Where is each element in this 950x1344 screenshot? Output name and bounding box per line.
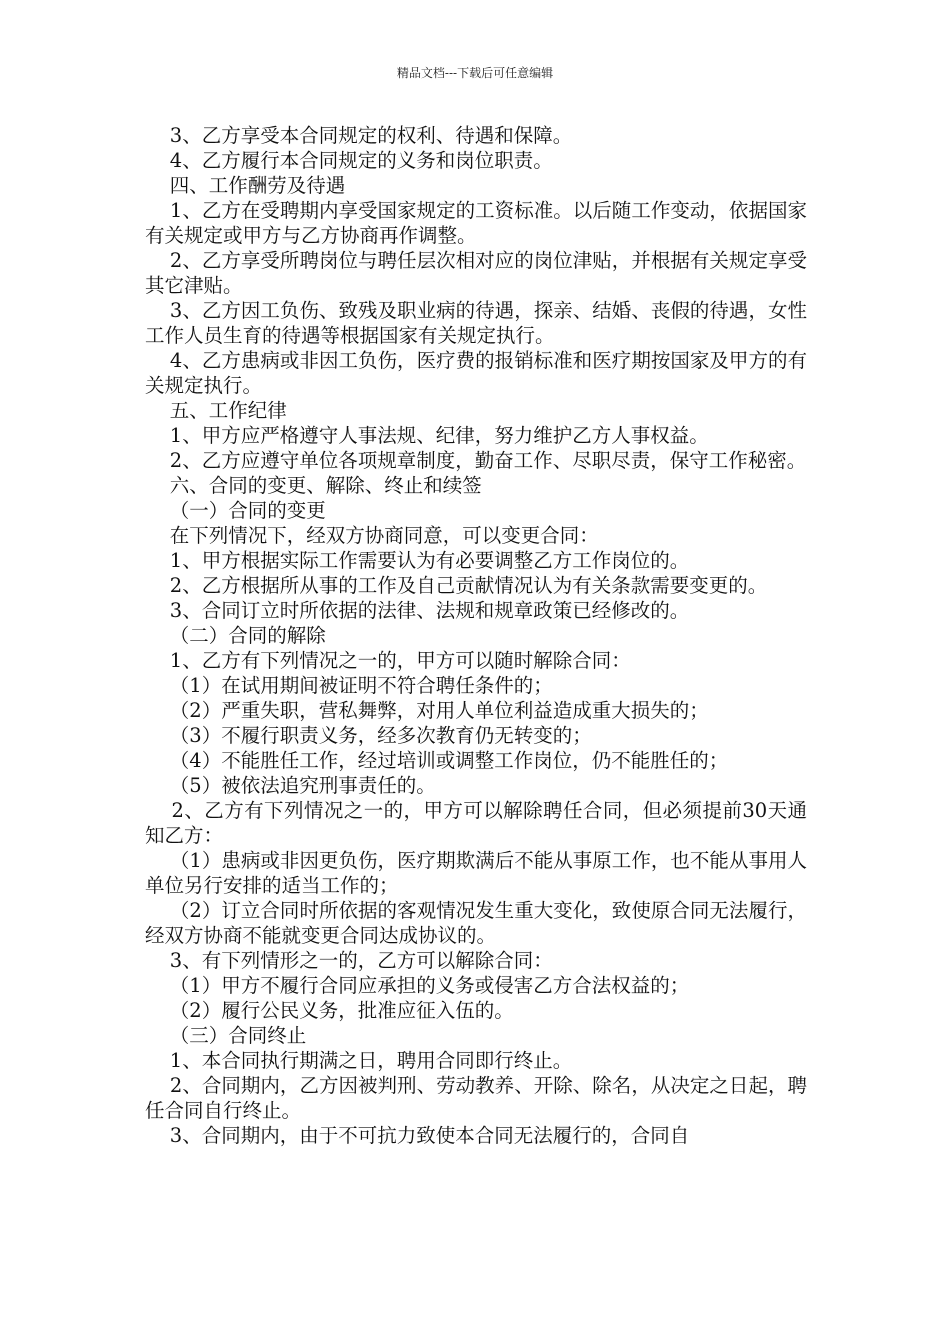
list-item: （2）履行公民义务，批准应征入伍的。: [145, 999, 514, 1022]
paragraph: 4、乙方履行本合同规定的义务和岗位职责。: [145, 149, 553, 172]
list-item: （2）严重失职，营私舞弊，对用人单位利益造成重大损失的；: [145, 699, 709, 722]
subsection-heading: （二）合同的解除: [145, 624, 326, 647]
paragraph: 3、乙方享受本合同规定的权利、待遇和保障。: [145, 124, 573, 147]
paragraph: 1、本合同执行期满之日，聘用合同即行终止。: [145, 1049, 573, 1072]
paragraph: 2、乙方有下列情况之一的，甲方可以解除聘任合同，但必须提前30天通知乙方：: [145, 799, 807, 847]
section-heading: 四、工作酬劳及待遇: [145, 174, 346, 197]
paragraph: 1、乙方在受聘期内享受国家规定的工资标准。以后随工作变动，依据国家有关规定或甲方与乙方协商再作调整。: [145, 199, 807, 247]
list-item: （1）在试用期间被证明不符合聘任条件的；: [145, 674, 553, 697]
paragraph: 在下列情况下，经双方协商同意，可以变更合同：: [145, 524, 599, 547]
paragraph: 1、甲方根据实际工作需要认为有必要调整乙方工作岗位的。: [145, 549, 690, 572]
list-item: （1）甲方不履行合同应承担的义务或侵害乙方合法权益的；: [145, 974, 690, 997]
paragraph: 2、合同期内，乙方因被判刑、劳动教养、开除、除名，从决定之日起，聘任合同自行终止。: [145, 1074, 807, 1122]
paragraph: 3、合同期内，由于不可抗力致使本合同无法履行的，合同自: [145, 1124, 690, 1147]
paragraph: 2、乙方应遵守单位各项规章制度，勤奋工作、尽职尽责，保守工作秘密。: [145, 449, 807, 472]
subsection-heading: （三）合同终止: [145, 1024, 307, 1047]
paragraph: 2、乙方享受所聘岗位与聘任层次相对应的岗位津贴，并根据有关规定享受其它津贴。: [145, 249, 807, 297]
paragraph: 3、有下列情形之一的，乙方可以解除合同：: [145, 949, 553, 972]
list-item: （4）不能胜任工作，经过培训或调整工作岗位，仍不能胜任的；: [145, 749, 729, 772]
paragraph: 2、乙方根据所从事的工作及自己贡献情况认为有关条款需要变更的。: [145, 574, 768, 597]
subsection-heading: （一）合同的变更: [145, 499, 326, 522]
paragraph: 1、甲方应严格遵守人事法规、纪律，努力维护乙方人事权益。: [145, 424, 709, 447]
paragraph: 3、合同订立时所依据的法律、法规和规章政策已经修改的。: [145, 599, 690, 622]
section-heading: 六、合同的变更、解除、终止和续签: [145, 474, 482, 497]
paragraph: 4、乙方患病或非因工负伤，医疗费的报销标准和医疗期按国家及甲方的有关规定执行。: [145, 349, 807, 397]
list-item: （1）患病或非因更负伤，医疗期欺满后不能从事原工作，也不能从事用人单位另行安排的适当工作的；: [145, 849, 807, 897]
page-header: 精品文档---下载后可任意编辑: [396, 66, 554, 80]
section-heading: 五、工作纪律: [145, 399, 287, 422]
list-item: （3）不履行职责义务，经多次教育仍无转变的；: [145, 724, 592, 747]
paragraph: 1、乙方有下列情况之一的，甲方可以随时解除合同：: [145, 649, 631, 672]
list-item: （5）被依法追究刑事责任的。: [145, 774, 436, 797]
paragraph: 3、乙方因工负伤、致残及职业病的待遇，探亲、结婚、丧假的待遇，女性工作人员生育的待遇等根据国家有关规定执行。: [145, 299, 807, 347]
document-body: [145, 123, 807, 1148]
list-item: （2）订立合同时所依据的客观情况发生重大变化，致使原合同无法履行，经双方协商不能就变更合同达成协议的。: [145, 899, 807, 947]
